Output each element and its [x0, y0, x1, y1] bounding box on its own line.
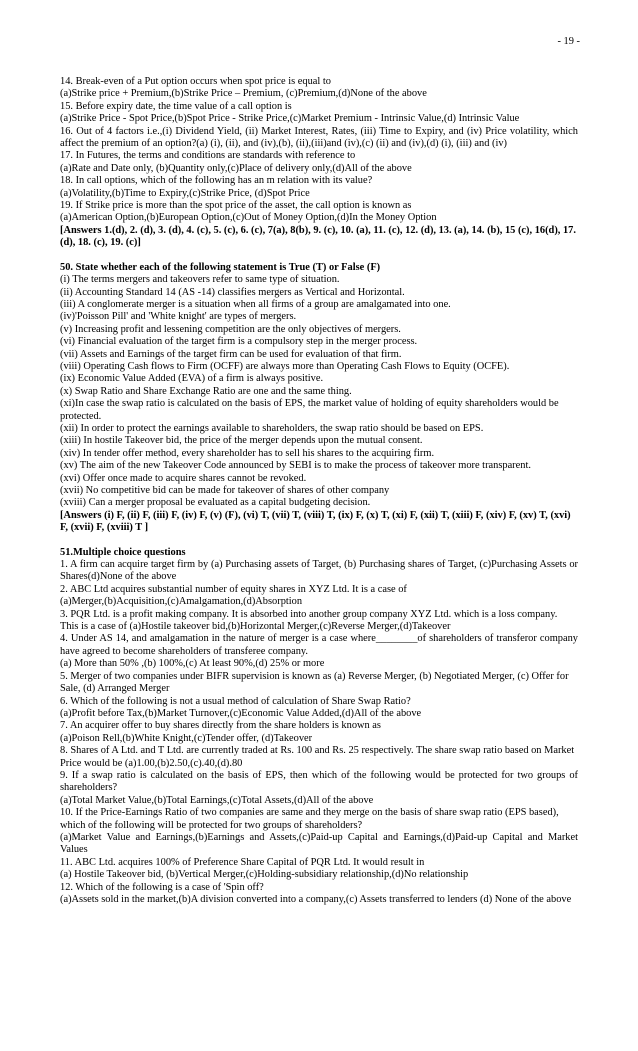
- statement-vii: (vii) Assets and Earnings of the target firm can be used for evaluation of that firm.: [60, 348, 402, 360]
- section-50: [60, 262, 578, 535]
- question-15: 15. Before expiry date, the time value of a call option is: [60, 100, 292, 112]
- question-18: 18. In call options, which of the following has an m relation with its value?: [60, 175, 373, 187]
- statement-vi: (vi) Financial evaluation of the target firm is a compulsory step in the merger process.: [60, 336, 418, 348]
- mcq-10: 10. If the Price-Earnings Ratio of two companies are same and they merge on the basis of share swap ratio (EPS based), which of the following will be protected for two groups of shareholders?: [60, 807, 559, 831]
- mcq-9-options: (a)Total Market Value,(b)Total Earnings,(c)Total Assets,(d)All of the above: [60, 794, 374, 806]
- mcq-12-options: (a)Assets sold in the market,(b)A division converted into a company,(c) Assets transferred to lenders (d) None of the above: [60, 894, 572, 905]
- mcq-4-options: (a) More than 50% ,(b) 100%,(c) At least 90%,(d) 25% or more: [60, 658, 325, 670]
- mcq-6-options: (a)Profit before Tax,(b)Market Turnover,(c)Economic Value Added,(d)All of the above: [60, 707, 422, 719]
- answers-block-1: [Answers 1.(d), 2. (d), 3. (d), 4. (c), 5. (c), 6. (c), 7(a), 8(b), 9. (c), 10. (a), 11. (c), 12. (d), 13. (a), 14. (b), 15 (c), 16(d), 17. (d), 18. (c), 19. (c)]: [60, 224, 576, 249]
- section-51: [60, 547, 578, 907]
- options-19: (a)American Option,(b)European Option,(c)Out of Money Option,(d)In the Money Option: [60, 212, 437, 224]
- answers-section-50: [Answers (i) F, (ii) F, (iii) F, (iv) F, (v) (F), (vi) T, (vii) T, (viii) T, (ix) F, (x) T, (xi) F, (xii) T, (xiii) F, (xiv) F, (xv) T, (xvi) F, (xvii) F, (xviii) T ]: [60, 509, 571, 534]
- statement-viii: (viii) Operating Cash flows to Firm (OCFF) are always more than Operating Cash Flows to Equity (OCFE).: [60, 360, 510, 372]
- statement-xvii: (xvii) No competitive bid can be made for takeover of shares of other company: [60, 485, 390, 496]
- mcq-2-options: (a)Merger,(b)Acquisition,(c)Amalgamation,(d)Absorption: [60, 596, 303, 608]
- question-14: 14. Break-even of a Put option occurs when spot price is equal to: [60, 76, 331, 87]
- mcq-9: 9. If a swap ratio is calculated on the basis of EPS, then which of the following would be protected for two groups of shareholders?: [60, 769, 578, 794]
- options-17: (a)Rate and Date only, (b)Quantity only,(c)Place of delivery only,(d)All of the above: [60, 162, 412, 174]
- statement-x: (x) Swap Ratio and Share Exchange Ratio are one and the same thing.: [60, 385, 352, 397]
- options-14: (a)Strike price + Premium,(b)Strike Price – Premium, (c)Premium,(d)None of the above: [60, 88, 427, 100]
- question-16: 16. Out of 4 factors i.e.,(i) Dividend Yield, (ii) Market Interest, Rates, (iii) Time to Expiry, and (iv) Price volatility, which affect the premium of an option?(a) (i), (ii), and (iv),(b), (ii),(iii)and (iv),(c) (ii) and (iv),(d) (i), (iii) and (iv): [60, 125, 578, 150]
- statement-xv: (xv) The aim of the new Takeover Code announced by SEBI is to make the process of takeover more transparent.: [60, 460, 531, 472]
- options-18: (a)Volatility,(b)Time to Expiry,(c)Strike Price, (d)Spot Price: [60, 187, 310, 199]
- statement-ii: (ii) Accounting Standard 14 (AS -14) classifies mergers as Vertical and Horizontal.: [60, 286, 405, 298]
- statement-xii: (xii) In order to protect the earnings available to shareholders, the swap ratio should be based on EPS.: [60, 422, 484, 434]
- statement-ix: (ix) Economic Value Added (EVA) of a firm is always positive.: [60, 373, 324, 385]
- statement-xviii: (xviii) Can a merger proposal be evaluated as a capital budgeting decision.: [60, 497, 371, 509]
- mcq-12: 12. Which of the following is a case of 'Spin off?: [60, 881, 264, 893]
- mcq-5: 5. Merger of two companies under BIFR supervision is known as (a) Reverse Merger, (b) Negotiated Merger, (c) Offer for Sale, (d) Arranged Merger: [60, 670, 569, 695]
- mcq-4: 4. Under AS 14, and amalgamation in the nature of merger is a case where________of shareholders of transferor company have agreed to become shareholders of transferee company.: [60, 633, 578, 657]
- mcq-6: 6. Which of the following is not a usual method of calculation of Share Swap Ratio?: [60, 695, 411, 707]
- statement-xiii: (xiii) In hostile Takeover bid, the price of the merger depends upon the mutual consent.: [60, 435, 423, 447]
- statement-xiv: (xiv) In tender offer method, every shareholder has to sell his shares to the acquiring firm.: [60, 447, 435, 459]
- question-19: 19. If Strike price is more than the spot price of the asset, the call option is known as: [60, 200, 412, 212]
- mcq-7: 7. An acquirer offer to buy shares directly from the share holders is known as: [60, 720, 381, 732]
- statement-v: (v) Increasing profit and lessening competition are the only objectives of mergers.: [60, 323, 401, 335]
- mcq-2: 2. ABC Ltd acquires substantial number of equity shares in XYZ Ltd. It is a case of: [60, 583, 407, 595]
- statement-iii: (iii) A conglomerate merger is a situation when all firms of a group are amalgamated into one.: [60, 298, 451, 310]
- section-50-heading: 50. State whether each of the following statement is True (T) or False (F): [60, 261, 381, 273]
- statement-xi: (xi)In case the swap ratio is calculated on the basis of EPS, the market value of holding of equity shareholders would be protected.: [60, 398, 559, 422]
- options-15: (a)Strike Price - Spot Price,(b)Spot Price - Strike Price,(c)Market Premium - Intrinsic Value,(d) Intrinsic Value: [60, 113, 520, 125]
- mcq-11: 11. ABC Ltd. acquires 100% of Preference Share Capital of PQR Ltd. It would result in: [60, 856, 425, 868]
- questions-14-19: [60, 76, 578, 250]
- mcq-7-options: (a)Poison Rell,(b)White Knight,(c)Tender offer, (d)Takeover: [60, 732, 313, 744]
- question-17: 17. In Futures, the terms and conditions are standards with reference to: [60, 150, 356, 162]
- mcq-11-options: (a) Hostile Takeover bid, (b)Vertical Merger,(c)Holding-subsidiary relationship,(d)No relationship: [60, 869, 469, 881]
- mcq-10-options: (a)Market Value and Earnings,(b)Earnings and Assets,(c)Paid-up Capital and Earnings,(d)Paid-up Capital and Market Values: [60, 831, 578, 856]
- page-number: - 19 -: [557, 36, 580, 47]
- mcq-1: 1. A firm can acquire target firm by (a) Purchasing assets of Target, (b) Purchasing shares of Target, (c)Purchasing Assets or Shares(d)None of the above: [60, 559, 578, 583]
- statement-iv: (iv)'Poisson Pill' and 'White knight' are types of mergers.: [60, 311, 297, 323]
- page-content: [60, 76, 578, 906]
- mcq-3: 3. PQR Ltd. is a profit making company. It is absorbed into another group company XYZ Ltd. which is a loss company. This is a case of (a)Hostile takeover bid,(b)Horizontal Merger,(c)Reverse Merger,(d)Takeover: [60, 608, 558, 633]
- mcq-8: 8. Shares of A Ltd. and T Ltd. are currently traded at Rs. 100 and Rs. 25 respectively. The share swap ratio based on Market Price would be (a)1.00,(b)2.50,(c).40,(d).80: [60, 745, 575, 769]
- section-51-heading: 51.Multiple choice questions: [60, 546, 186, 558]
- statement-i: (i) The terms mergers and takeovers refer to same type of situation.: [60, 274, 340, 286]
- statement-xvi: (xvi) Offer once made to acquire shares cannot be revoked.: [60, 472, 307, 484]
